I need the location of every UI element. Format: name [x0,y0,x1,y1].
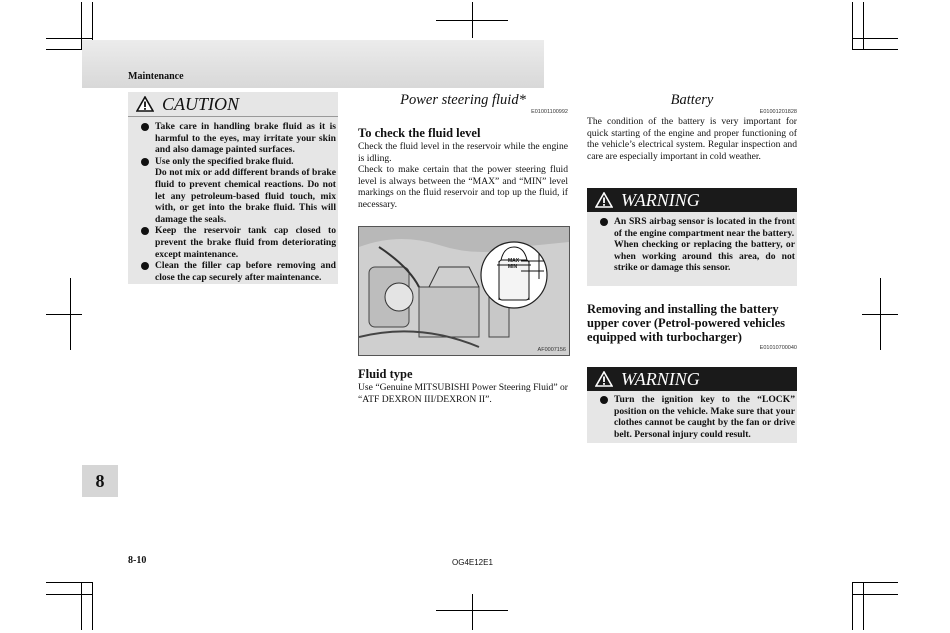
warning-header-1 [587,188,797,212]
warning-title-1: WARNING [621,189,700,210]
list-item: Keep the reservoir tank cap closed to prevent the brake fluid from deteriorating except maintenance. [140,225,336,260]
power-steering-ref: E01001100992 [531,109,568,115]
engine-illustration [359,227,569,355]
battery-ref: E01001201828 [759,109,797,115]
engine-figure [358,226,570,356]
removing-heading: Removing and installing the battery upper cover (Petrol-powered vehicles equipped with turbocharger) [587,302,785,344]
caution-list [140,121,336,283]
section-label: Maintenance [128,71,184,82]
warning-triangle-icon [595,371,613,387]
caution-divider [128,116,338,117]
warning-triangle-icon [136,96,154,112]
chapter-tab: 8 [82,465,118,497]
document-code: OG4E12E1 [452,558,493,567]
battery-text: The condition of the battery is very important for quick starting of the engine and proper functioning of the vehicle’s electrical system. Regular inspection and care are especially important in cold weather. [587,116,797,162]
removing-ref: E01010700040 [759,345,797,351]
page-number: 8-10 [128,555,147,566]
figure-max-label: MAX [508,258,520,264]
caution-header [128,92,338,116]
figure-code: AF0007156 [537,347,566,353]
warning-header-2 [587,367,797,391]
caution-title: CAUTION [162,93,240,114]
list-item: An SRS airbag sensor is located in the front of the engine compartment near the battery. When checking or replacing the battery, or when working around this area, do not strike or damage this sensor. [599,216,795,274]
list-item: Turn the ignition key to the “LOCK” position on the vehicle. Make sure that your clothes cannot be caught by the fan or drive belt. Personal injury could result. [599,394,795,440]
battery-title: Battery [670,92,714,108]
figure-min-label: MIN [508,264,518,270]
warning-list-2 [599,394,795,440]
check-fluid-text: Check the fluid level in the reservoir while the engine is idling. Check to make certain that the power steering fluid level is always between the “MAX” and “MIN” level markings on the fluid reservoir and top up the fluid, if necessary. [358,141,568,210]
warning-list-1 [599,216,795,274]
warning-title-2: WARNING [621,368,700,389]
warning-triangle-icon [595,192,613,208]
fluid-type-text: Use “Genuine MITSUBISHI Power Steering Fluid” or “ATF DEXRON III/DEXRON II”. [358,382,568,405]
list-item: Clean the filler cap before removing and close the cap securely after maintenance. [140,260,336,283]
check-fluid-heading: To check the fluid level [358,126,481,140]
list-item: Use only the specified brake fluid. Do not mix or add different brands of brake fluid to prevent chemical reactions. Do not let any petroleum-based fluid touch, mix with, or get into the brake fluid. This will damage the seals. [140,156,336,226]
power-steering-title: Power steering fluid* [400,92,526,108]
fluid-type-heading: Fluid type [358,367,413,381]
list-item: Take care in handling brake fluid as it is harmful to the eyes, may irritate your skin and also damage painted surfaces. [140,121,336,156]
